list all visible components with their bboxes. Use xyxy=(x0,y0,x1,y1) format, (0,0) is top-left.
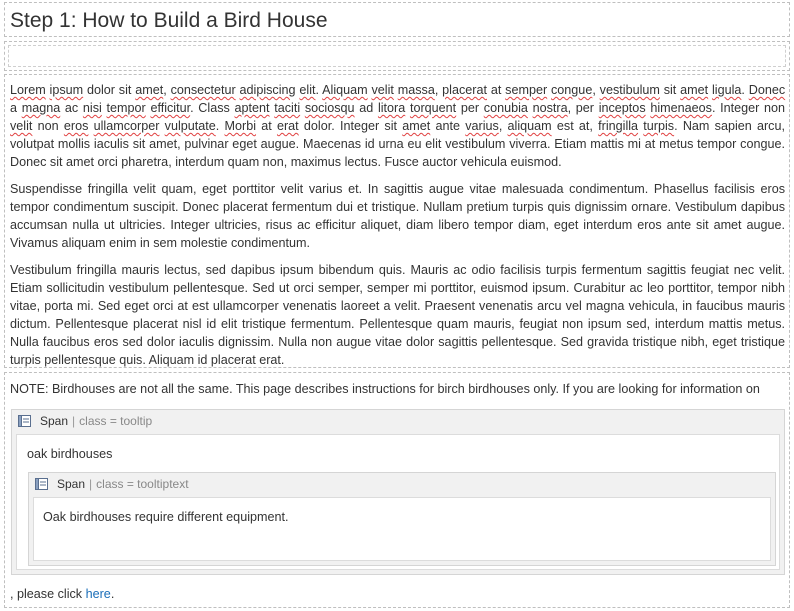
text-run: . xyxy=(315,83,323,97)
spellcheck-word: himenaeos xyxy=(650,101,712,115)
spellcheck-word: Morbi xyxy=(224,119,257,133)
text-run: , xyxy=(163,83,171,97)
note-text: NOTE: Birdhouses are not all the same. This page describes instructions for birch birdhouses only. If you are looking for information on xyxy=(10,382,760,396)
span-tooltip-body[interactable] xyxy=(16,434,780,570)
here-link[interactable]: here xyxy=(85,587,111,601)
spellcheck-word: placerat xyxy=(442,83,487,97)
text-run: , per xyxy=(567,101,599,115)
text-run: at xyxy=(486,83,506,97)
spellcheck-word: elit xyxy=(299,83,316,97)
spellcheck-word: massa xyxy=(397,83,435,97)
tooltip-content-text: Oak birdhouses require different equipment. xyxy=(43,510,289,524)
paragraph-3: Vestibulum fringilla mauris lectus, sed dapibus ipsum bibendum quis. Mauris ac odio facilisis turpis fermentum sagittis feugiat nec velit. Etiam sollicitudin vestibulum pellentesque. Sed ut orci semper, semper mi porttitor, euismod ipsum. Curabitur ac leo porttitor, tempor nibh vitae, porta mi. Sed eget orci at est ullamcorper venenatis laoreet a velit. Praesent venenatis arcu vel magna vehicula, in faucibus mauris dictum. Pellentesque placerat nisl id elit tristique fermentum. Pellentesque quam mauris, feugiat non ipsum sed, interdum mattis metus. Nulla faucibus eros sed dolor iaculis dignissim. Nulla non augue vitae dolor sagittis pellentesque. Sed gravida tristique nibh, eget tristique turpis pellentesque quis. Aliquam id placerat erat. xyxy=(10,263,785,367)
text-run: , xyxy=(592,83,600,97)
spellcheck-word: magna xyxy=(21,101,61,115)
page-title: Step 1: How to Build a Bird House xyxy=(10,9,328,32)
spellcheck-word: semper xyxy=(505,83,548,97)
text-run: ac xyxy=(60,101,83,115)
text-run: per xyxy=(456,101,484,115)
empty-inner-block[interactable] xyxy=(8,45,786,67)
spellcheck-word: varius xyxy=(465,119,499,133)
text-run: . Nam sapien arcu, volutpat mollis iaculis sit amet, pulvinar eget augue. Maecenas id urna eu elit vestibulum viverra. Etiam mattis mi at metus tempor congue. Donec sit amet orci pharetra, interdum quam non, maximus lectus. Fusce auctor vehicula euismod. xyxy=(10,119,785,169)
click-instruction xyxy=(10,587,114,601)
spellcheck-word: adipiscing xyxy=(239,83,296,97)
span-separator: | xyxy=(72,414,76,428)
spellcheck-word: Donec xyxy=(748,83,786,97)
spellcheck-word: velit xyxy=(10,119,33,133)
text-run: . xyxy=(741,83,749,97)
click-prefix: , please click xyxy=(10,587,86,601)
spellcheck-word: amet xyxy=(680,83,709,97)
spellcheck-word: fringilla xyxy=(598,119,639,133)
note-block[interactable] xyxy=(4,372,790,608)
spellcheck-word: amet xyxy=(135,83,164,97)
title-block[interactable] xyxy=(4,2,790,37)
spellcheck-word: aptent xyxy=(234,101,270,115)
text-run: dolor sit xyxy=(83,83,136,97)
spellcheck-word: vestibulum xyxy=(599,83,660,97)
text-run: , xyxy=(498,119,508,133)
text-run: non xyxy=(32,119,64,133)
span-element-label: Span xyxy=(40,414,69,428)
spellcheck-word: erat xyxy=(276,119,299,133)
spellcheck-word: amet xyxy=(402,119,431,133)
spellcheck-word: inceptos xyxy=(598,101,646,115)
spellcheck-word: velit xyxy=(371,83,394,97)
spellcheck-word: vulputate xyxy=(164,119,216,133)
spellcheck-word: nisi xyxy=(82,101,102,115)
paragraph-2: Suspendisse fringilla velit quam, eget porttitor velit varius et. In sagittis augue vitae malesuada condimentum. Phasellus facilisis eros tempor condimentum suscipit. Donec placerat fermentum dui et tristique. Nullam pretium turpis quis dignissim ornare. Vestibulum dapibus accumsan nulla ut ultricies. Integer ultricies, risus ac efficitur aliquet, diam libero tempor diam, eget interdum eros ante sit amet augue. Vivamus aliquam enim in sem molestie condimentum. xyxy=(10,182,785,250)
text-block[interactable] xyxy=(4,74,790,368)
paragraph-1 xyxy=(5,75,789,171)
span-tooltiptext-header xyxy=(29,473,775,495)
text-run: at xyxy=(256,119,277,133)
text-run: dolor. Integer sit xyxy=(298,119,403,133)
spellcheck-word: ipsum xyxy=(49,83,84,97)
spellcheck-word: tempor xyxy=(106,101,146,115)
text-run: sit xyxy=(659,83,681,97)
spellcheck-word: efficitur xyxy=(150,101,191,115)
text-run: est at, xyxy=(551,119,599,133)
spellcheck-word: litora xyxy=(377,101,406,115)
span-tooltiptext-body[interactable] xyxy=(33,497,771,561)
spellcheck-word: nostra xyxy=(532,101,568,115)
click-suffix: . xyxy=(110,587,115,601)
spellcheck-word: congue xyxy=(551,83,593,97)
span-tooltiptext-container[interactable] xyxy=(28,472,776,566)
spellcheck-word: turpis xyxy=(643,119,675,133)
span-class-label: class = tooltiptext xyxy=(96,477,189,491)
tooltip-trigger-text: oak birdhouses xyxy=(27,447,113,461)
spellcheck-word: Lorem xyxy=(10,83,46,97)
book-icon xyxy=(35,478,48,490)
empty-block[interactable] xyxy=(4,41,790,71)
text-run: . xyxy=(215,119,225,133)
text-run: . Integer non xyxy=(711,101,786,115)
text-run: ante xyxy=(430,119,466,133)
text-run: ad xyxy=(354,101,378,115)
text-run: , xyxy=(434,83,443,97)
spellcheck-word: conubia xyxy=(483,101,528,115)
text-run: a xyxy=(10,101,22,115)
spellcheck-word: ullamcorper xyxy=(93,119,160,133)
span-element-label: Span xyxy=(57,477,86,491)
span-separator: | xyxy=(89,477,93,491)
span-tooltip-container[interactable] xyxy=(11,409,785,575)
spellcheck-word: ligula xyxy=(711,83,742,97)
spellcheck-word: aliquam xyxy=(507,119,552,133)
text-run: . Class xyxy=(190,101,235,115)
spellcheck-word: eros xyxy=(63,119,89,133)
spellcheck-word: consectetur xyxy=(170,83,236,97)
spellcheck-word: sociosqu xyxy=(304,101,355,115)
span-class-label: class = tooltip xyxy=(79,414,153,428)
spellcheck-word: Aliquam xyxy=(322,83,368,97)
spellcheck-word: taciti xyxy=(274,101,301,115)
book-icon xyxy=(18,415,31,427)
span-tooltip-header xyxy=(12,410,784,432)
spellcheck-word: torquent xyxy=(409,101,457,115)
